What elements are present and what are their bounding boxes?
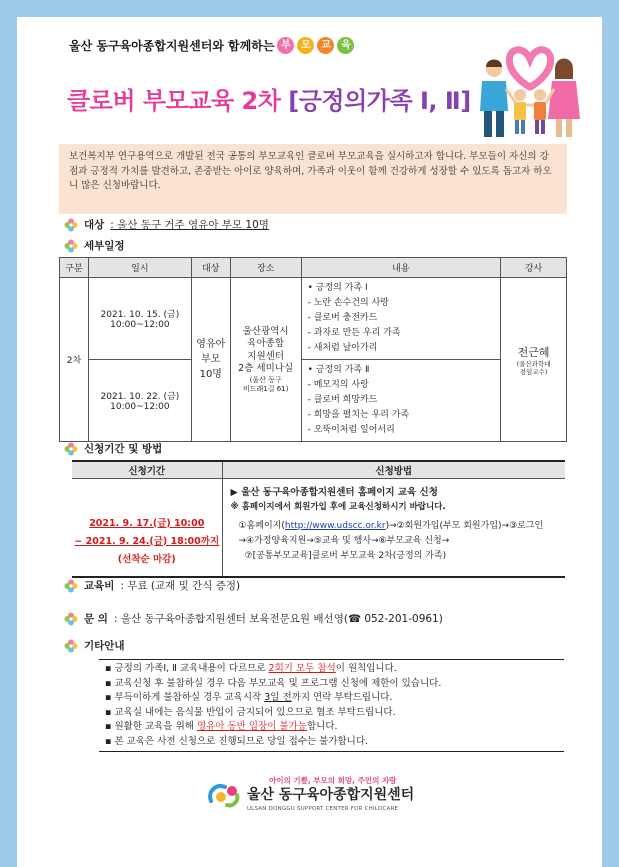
intro-text: 보건복지부 연구용역으로 개발된 전국 공통의 부모교육인 클로버 부모교육을 실시하고자 합니다. 부모들이 자신의 강점과 긍정적 가치를 발견하고, 존중받는 아이로 양육하며, 가족과 이웃이 함께 건강하게 성장할 수 있도록 돕고자 하오니 많은 신청바랍니다.: [69, 151, 552, 191]
period-line2: ~ 2021. 9. 24.(금) 18:00까지: [74, 535, 220, 547]
note-text: 교육신청 후 불참하실 경우 다음 부모교육 및 프로그램 신청에 제한이 있습니다.: [114, 677, 442, 689]
header-cell: 장소: [230, 258, 301, 278]
application-label: 신청기간 및 방법: [84, 443, 163, 455]
header-cell: 신청기간: [72, 461, 222, 478]
session2-time: 10:00~12:00: [110, 402, 170, 412]
step-text: )→②회원가입(부모 회원가입)→③로그인: [385, 520, 544, 531]
fee-section: [64, 578, 240, 593]
note-underline: 3일 전: [264, 692, 292, 703]
content-item: 오뚝이처럼 일어서리: [313, 425, 395, 435]
page-title: [67, 81, 471, 116]
note-text: 긍정의 가족Ⅰ, Ⅱ 교육내용이 다르므로: [114, 663, 269, 674]
header-cell: 신청방법: [222, 461, 565, 478]
list-item: ▪ 본 교육은 사전 신청으로 진행되므로 당일 접수는 불가합니다.: [105, 735, 369, 747]
schedule-section: [64, 238, 125, 253]
target-cell: [191, 278, 230, 442]
target-section: [64, 217, 269, 232]
contact-value: : 울산 동구육아종합지원센터 보육전문요원 배선영(☎ 052-201-0961): [113, 613, 443, 625]
place-sub-line: 비드래1길 61): [242, 384, 289, 393]
application-header-row: [72, 461, 565, 478]
instructor-sub: (울산과학대: [516, 359, 551, 368]
instructor-cell: [501, 278, 567, 442]
header-cell: 강사: [501, 258, 567, 278]
note-highlight: 영유아 동반 입장이 불가능: [196, 721, 307, 732]
notes-label: 기타안내: [84, 640, 125, 652]
flower-icon: [64, 579, 78, 593]
place-line: 2층 세미나실: [238, 363, 294, 374]
note-text: 부득이하게 불참하실 경우 교육시작: [114, 692, 265, 703]
schedule-label: 세부일정: [84, 240, 125, 252]
content-item: 긍정의 가족 Ⅱ: [315, 365, 370, 375]
logo-name: 울산 동구육아종합지원센터: [247, 787, 415, 803]
logo-slogan: 아이의 기쁨, 부모의 희망, 주민의 자랑: [269, 776, 397, 785]
badge-bu: 부: [277, 37, 294, 54]
center-logo-icon: [207, 781, 241, 809]
contact-section: [64, 611, 443, 626]
target-label: 대상: [84, 219, 105, 231]
schedule-table: [59, 257, 567, 442]
contact-label: 문 의: [84, 613, 108, 625]
badge-gyo: 교: [317, 37, 334, 54]
list-item: ▪ 원활한 교육을 위해 영유아 동반 입장이 불가능합니다.: [105, 721, 338, 732]
target-line: 영유아: [196, 339, 226, 350]
content-item: 긍정의 가족 Ⅰ: [315, 283, 368, 293]
flower-icon: [64, 639, 78, 653]
period-note: (선착순 마감): [117, 553, 176, 565]
place-line: 지원센터: [247, 350, 285, 362]
title-main: 클로버 부모교육 2차: [67, 87, 281, 115]
session2-content: • 긍정의 가족 Ⅱ - 메모지의 사랑 - 클로버 희망카드 - 희망을 펼치는 우리 가족 - 오뚝이처럼 일어서리: [301, 360, 501, 442]
method-cell: [222, 478, 565, 577]
subtitle-text: 울산 동구육아종합지원센터와 함께하는: [69, 39, 275, 53]
content-item: 메모지의 사랑: [313, 380, 369, 390]
session1-date: 2021. 10. 15. (금): [100, 310, 180, 320]
place-line: 울산광역시: [242, 325, 289, 337]
target-value: : 울산 동구 거주 영유아 부모 10명: [110, 219, 269, 231]
flower-icon: [64, 239, 78, 253]
note-text: 원활한 교육을 위해: [114, 721, 197, 732]
logo-text-block: [247, 774, 414, 816]
note-text: 합니다.: [306, 721, 338, 732]
notes-section: [64, 638, 125, 653]
list-item: ▪ 부득이하게 불참하실 경우 교육시작 3일 전까지 연락 부탁드립니다.: [105, 692, 393, 703]
note-text: 교육실 내에는 음식물 반입이 금지되어 있으므로 협조 부탁드립니다.: [114, 706, 396, 718]
method-step2: →④가정양육지원→⑤교육 및 행사→⑥부모교육 신청→: [238, 535, 450, 546]
round-cell: 2차: [60, 278, 89, 442]
content-item: 희망을 펼치는 우리 가족: [313, 410, 410, 420]
note-text: 이 원칙입니다.: [335, 663, 397, 674]
session1-time: 10:00~12:00: [110, 320, 170, 330]
method-title: ▶ 울산 동구육아종합지원센터 홈페이지 교육 신청: [230, 486, 438, 498]
list-item: ▪ 교육신청 후 불참하실 경우 다음 부모교육 및 프로그램 신청에 제한이 있습니다.: [105, 677, 442, 689]
logo-english: ULSAN DONGGU SUPPORT CENTER FOR CHILDCARE: [247, 806, 399, 812]
header-cell: 구분: [60, 258, 89, 278]
content-item: 과자로 만든 우리 가족: [313, 328, 401, 338]
flyer-page: [17, 17, 602, 867]
header-cell: 내용: [301, 258, 501, 278]
homepage-link[interactable]: http://www.udscc.or.kr: [284, 520, 386, 531]
place-cell: [230, 278, 301, 442]
method-step3: ⑦[공통부모교육]클로버 부모교육 2차(긍정의 가족): [244, 550, 447, 561]
instructor-name: 전근혜: [517, 345, 550, 359]
badge-yuk: 육: [337, 37, 354, 54]
fee-label: 교육비: [84, 580, 115, 592]
session1-datetime: [88, 278, 191, 360]
instructor-sub: 겸임교수): [519, 367, 548, 376]
method-step1: [231, 519, 558, 534]
schedule-header-row: [60, 258, 567, 278]
target-line: 부모: [201, 354, 221, 365]
list-item: ▪ 교육실 내에는 음식물 반입이 금지되어 있으므로 협조 부탁드립니다.: [105, 706, 396, 718]
application-section: [64, 441, 162, 456]
family-illustration: [472, 39, 582, 141]
intro-box: [59, 144, 567, 214]
table-row: [60, 360, 567, 442]
title-sub: [긍정의가족 Ⅰ, Ⅱ]: [288, 87, 471, 115]
content-item: 클로버 충전카드: [313, 313, 378, 323]
application-table: [72, 460, 565, 578]
note-text: 까지 연락 부탁드립니다.: [291, 692, 393, 703]
method-note: ※ 홈페이지에서 회원가입 후에 교육신청하시기 바랍니다.: [230, 501, 446, 512]
note-highlight: 2회기 모두 참석: [268, 663, 336, 674]
flower-icon: [64, 612, 78, 626]
content-item: 새처럼 날아가리: [313, 343, 378, 353]
note-text: 본 교육은 사전 신청으로 진행되므로 당일 접수는 불가합니다.: [114, 735, 369, 747]
badge-mo: 모: [297, 37, 314, 54]
header-cell: 일시: [88, 258, 191, 278]
header-subtitle: [69, 37, 354, 54]
center-logo: [207, 774, 414, 816]
fee-value: : 무료 (교재 및 간식 증정): [120, 580, 241, 592]
table-row: [72, 478, 565, 577]
place-sub-line: (울산 동구: [249, 375, 282, 384]
content-item: 노란 손수건의 사랑: [313, 298, 389, 308]
table-row: [60, 278, 567, 360]
session2-date: 2021. 10. 22. (금): [100, 392, 180, 402]
session2-datetime: [88, 360, 191, 442]
notes-box: [99, 659, 564, 752]
step-text: ①홈페이지(: [238, 520, 285, 531]
place-line: 육아종합: [247, 338, 285, 349]
header-cell: 대상: [191, 258, 230, 278]
list-item: ▪ 긍정의 가족Ⅰ, Ⅱ 교육내용이 다르므로 2회기 모두 참석이 원칙입니다.: [105, 663, 397, 674]
flower-icon: [64, 218, 78, 232]
flower-icon: [64, 442, 78, 456]
target-line: 10명: [199, 369, 222, 380]
content-item: 클로버 희망카드: [313, 395, 378, 405]
session1-content: • 긍정의 가족 Ⅰ - 노란 손수건의 사랑 - 클로버 충전카드 - 과자로 만든 우리 가족 - 새처럼 날아가리: [301, 278, 501, 360]
period-cell: [72, 478, 222, 577]
period-line1: 2021. 9. 17.(금) 10:00: [89, 517, 205, 529]
